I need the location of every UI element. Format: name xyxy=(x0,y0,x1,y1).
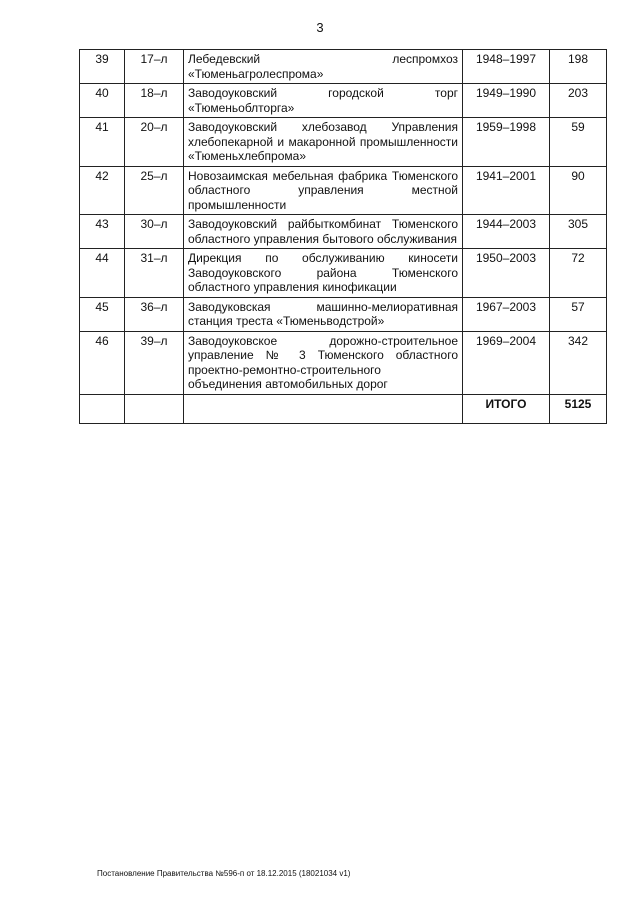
date-range: 1941–2001 xyxy=(463,166,550,215)
fund-number: 18–л xyxy=(125,84,184,118)
file-count: 59 xyxy=(550,118,607,167)
file-count: 198 xyxy=(550,50,607,84)
page-number: 3 xyxy=(316,20,324,35)
fund-name: Дирекция по обслуживанию киносети Заводоуковского района Тюменского областного управления кинофикации xyxy=(184,249,463,298)
fund-name: Заводоуковский хлебозавод Управления хлебопекарной и макаронной промышленности «Тюменьхлебпрома» xyxy=(184,118,463,167)
fund-number: 25–л xyxy=(125,166,184,215)
fund-number: 39–л xyxy=(125,331,184,394)
date-range: 1950–2003 xyxy=(463,249,550,298)
row-number: 45 xyxy=(80,297,125,331)
file-count: 203 xyxy=(550,84,607,118)
date-range: 1959–1998 xyxy=(463,118,550,167)
table-row xyxy=(80,50,607,84)
fund-number: 20–л xyxy=(125,118,184,167)
total-row xyxy=(80,394,607,423)
file-count: 57 xyxy=(550,297,607,331)
row-number: 41 xyxy=(80,118,125,167)
fund-number: 31–л xyxy=(125,249,184,298)
file-count: 305 xyxy=(550,215,607,249)
fund-number: 17–л xyxy=(125,50,184,84)
file-count: 72 xyxy=(550,249,607,298)
table-row xyxy=(80,215,607,249)
fund-number: 36–л xyxy=(125,297,184,331)
row-number: 44 xyxy=(80,249,125,298)
fund-name: Заводоуковский городской торг «Тюменьоблторга» xyxy=(184,84,463,118)
empty-cell xyxy=(125,394,184,423)
total-label: ИТОГО xyxy=(463,394,550,423)
date-range: 1944–2003 xyxy=(463,215,550,249)
table-row xyxy=(80,331,607,394)
fund-name: Лебедевский леспромхоз «Тюменьагролеспрома» xyxy=(184,50,463,84)
table-row xyxy=(80,166,607,215)
archive-funds-table xyxy=(79,49,607,424)
fund-name: Заводуковская машинно-мелиоративная станция треста «Тюменьводстрой» xyxy=(184,297,463,331)
table-row xyxy=(80,249,607,298)
empty-cell xyxy=(184,394,463,423)
date-range: 1948–1997 xyxy=(463,50,550,84)
table-row xyxy=(80,84,607,118)
total-value: 5125 xyxy=(550,394,607,423)
date-range: 1969–2004 xyxy=(463,331,550,394)
empty-cell xyxy=(80,394,125,423)
fund-name: Заводоуковский райбыткомбинат Тюменского областного управления бытового обслуживания xyxy=(184,215,463,249)
row-number: 42 xyxy=(80,166,125,215)
table-row xyxy=(80,118,607,167)
fund-name: Заводоуковское дорожно-строительное управление № 3 Тюменского областного проектно-ремонтно-строительного объединения автомобильных дорог xyxy=(184,331,463,394)
file-count: 342 xyxy=(550,331,607,394)
fund-number: 30–л xyxy=(125,215,184,249)
file-count: 90 xyxy=(550,166,607,215)
document-footer: Постановление Правительства №596-п от 18.12.2015 (18021034 v1) xyxy=(97,869,351,878)
row-number: 39 xyxy=(80,50,125,84)
row-number: 43 xyxy=(80,215,125,249)
fund-name: Новозаимская мебельная фабрика Тюменского областного управления местной промышленности xyxy=(184,166,463,215)
date-range: 1967–2003 xyxy=(463,297,550,331)
date-range: 1949–1990 xyxy=(463,84,550,118)
table-row xyxy=(80,297,607,331)
row-number: 46 xyxy=(80,331,125,394)
row-number: 40 xyxy=(80,84,125,118)
